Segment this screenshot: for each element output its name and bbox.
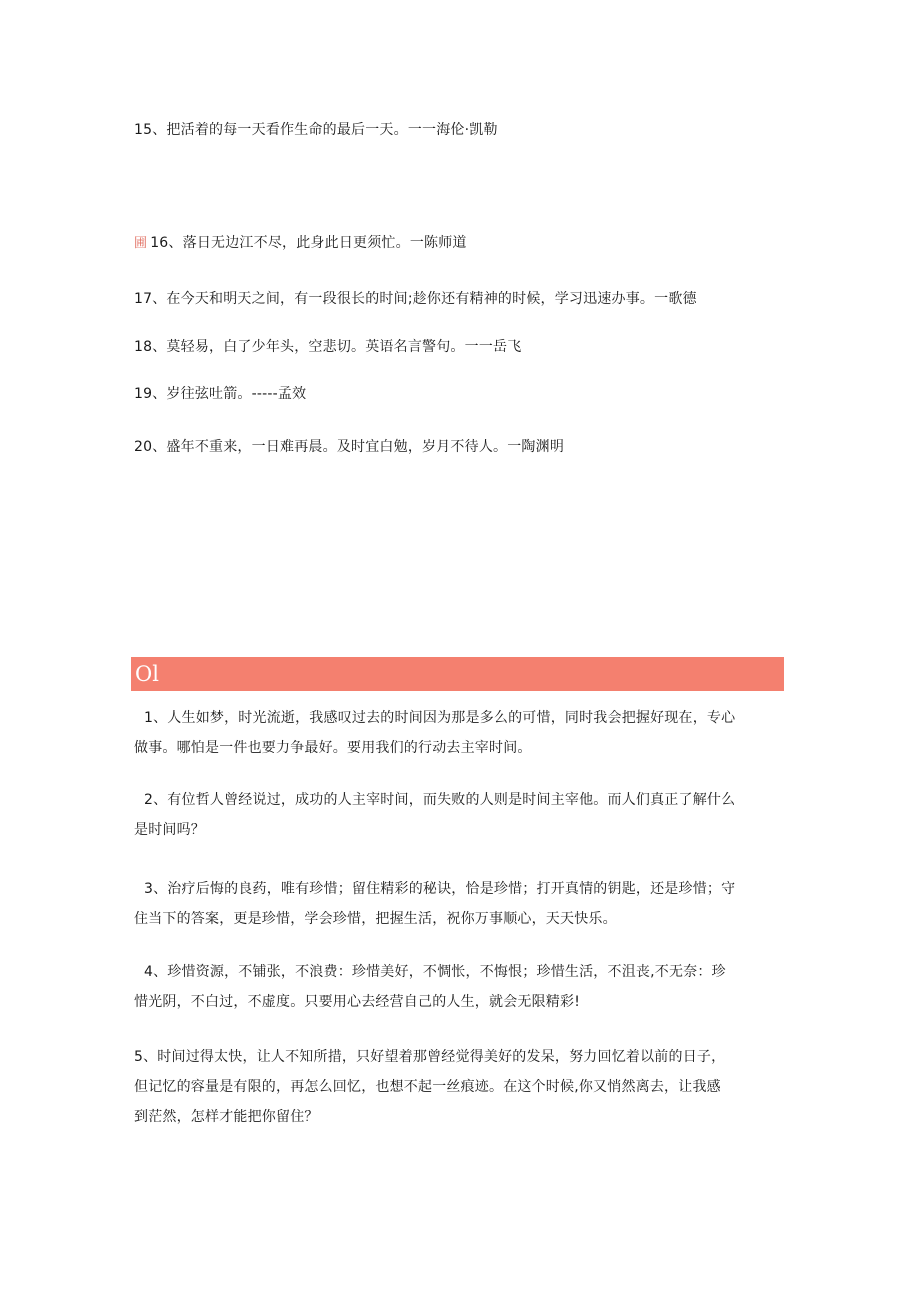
paragraph-line: 住当下的答案，更是珍惜，学会珍惜，把握生活，祝你万事顺心，天天快乐。 <box>134 911 617 927</box>
section-banner <box>131 657 784 691</box>
quote-text: 18、莫轻易，白了少年头，空悲切。英语名言警句。一一岳飞 <box>134 339 522 355</box>
quote-text: 16、落日无边江不尽，此身此日更须忙。一陈师道 <box>150 235 467 251</box>
paragraph-line: 但记忆的容量是有限的，再怎么回忆，也想不起一丝痕迹。在这个时候,你又悄然离去，让我感 <box>134 1079 721 1095</box>
quote-20 <box>134 437 564 457</box>
paragraph-1 <box>134 703 786 763</box>
section-label: Ol <box>135 662 159 686</box>
quote-text: 19、岁往弦吐箭。-----孟效 <box>134 386 307 402</box>
paragraph-line <box>134 874 786 904</box>
paragraph-line: 到茫然，怎样才能把你留住？ <box>134 1109 319 1125</box>
paragraph-5 <box>134 1042 786 1132</box>
quote-text: 15、把活着的每一天看作生命的最后一天。一一海伦·凯勒 <box>134 122 498 138</box>
quote-15 <box>134 120 498 140</box>
paragraph-line-text: 3、治疗后悔的良药，唯有珍惜；留住精彩的秘诀，恰是珍惜；打开真情的钥匙，还是珍惜；守 <box>144 881 736 897</box>
quote-18 <box>134 337 521 357</box>
paragraph-2 <box>134 785 786 845</box>
quote-text: 17、在今天和明天之间，有一段很长的时间;趁你还有精神的时候，学习迅速办事。一歌德 <box>134 291 697 307</box>
paragraph-line: 做事。哪怕是一件也要力争最好。要用我们的行动去主宰时间。 <box>134 740 532 756</box>
paragraph-line: 5、时间过得太快，让人不知所措，只好望着那曾经觉得美好的发呆，努力回忆着以前的日子， <box>134 1049 726 1065</box>
paragraph-line-text: 4、珍惜资源，不铺张，不浪费：珍惜美好，不惆怅，不悔恨；珍惜生活，不沮丧,不无奈：珍 <box>144 964 726 980</box>
quote-16 <box>134 233 467 254</box>
quote-text: 20、盛年不重来，一日难再晨。及时宜白勉，岁月不待人。一陶渊明 <box>134 439 565 455</box>
paragraph-line <box>134 957 786 987</box>
quote-19 <box>134 384 306 404</box>
quote-17 <box>134 289 697 309</box>
paragraph-line-text: 2、有位哲人曾经说过，成功的人主宰时间，而失败的人则是时间主宰他。而人们真正了解什么 <box>144 792 736 808</box>
paragraph-3 <box>134 874 786 934</box>
image-placeholder-marker: 圃 <box>134 236 148 251</box>
paragraph-line: 惜光阴，不白过，不虚度。只要用心去经营自己的人生，就会无限精彩! <box>134 994 581 1010</box>
paragraph-line-text: 1、人生如梦，时光流逝，我感叹过去的时间因为那是多么的可惜，同时我会把握好现在，专心 <box>144 710 736 726</box>
paragraph-line <box>134 785 786 815</box>
paragraph-line: 是时间吗？ <box>134 822 205 838</box>
paragraph-4 <box>134 957 786 1017</box>
paragraph-line <box>134 703 786 733</box>
